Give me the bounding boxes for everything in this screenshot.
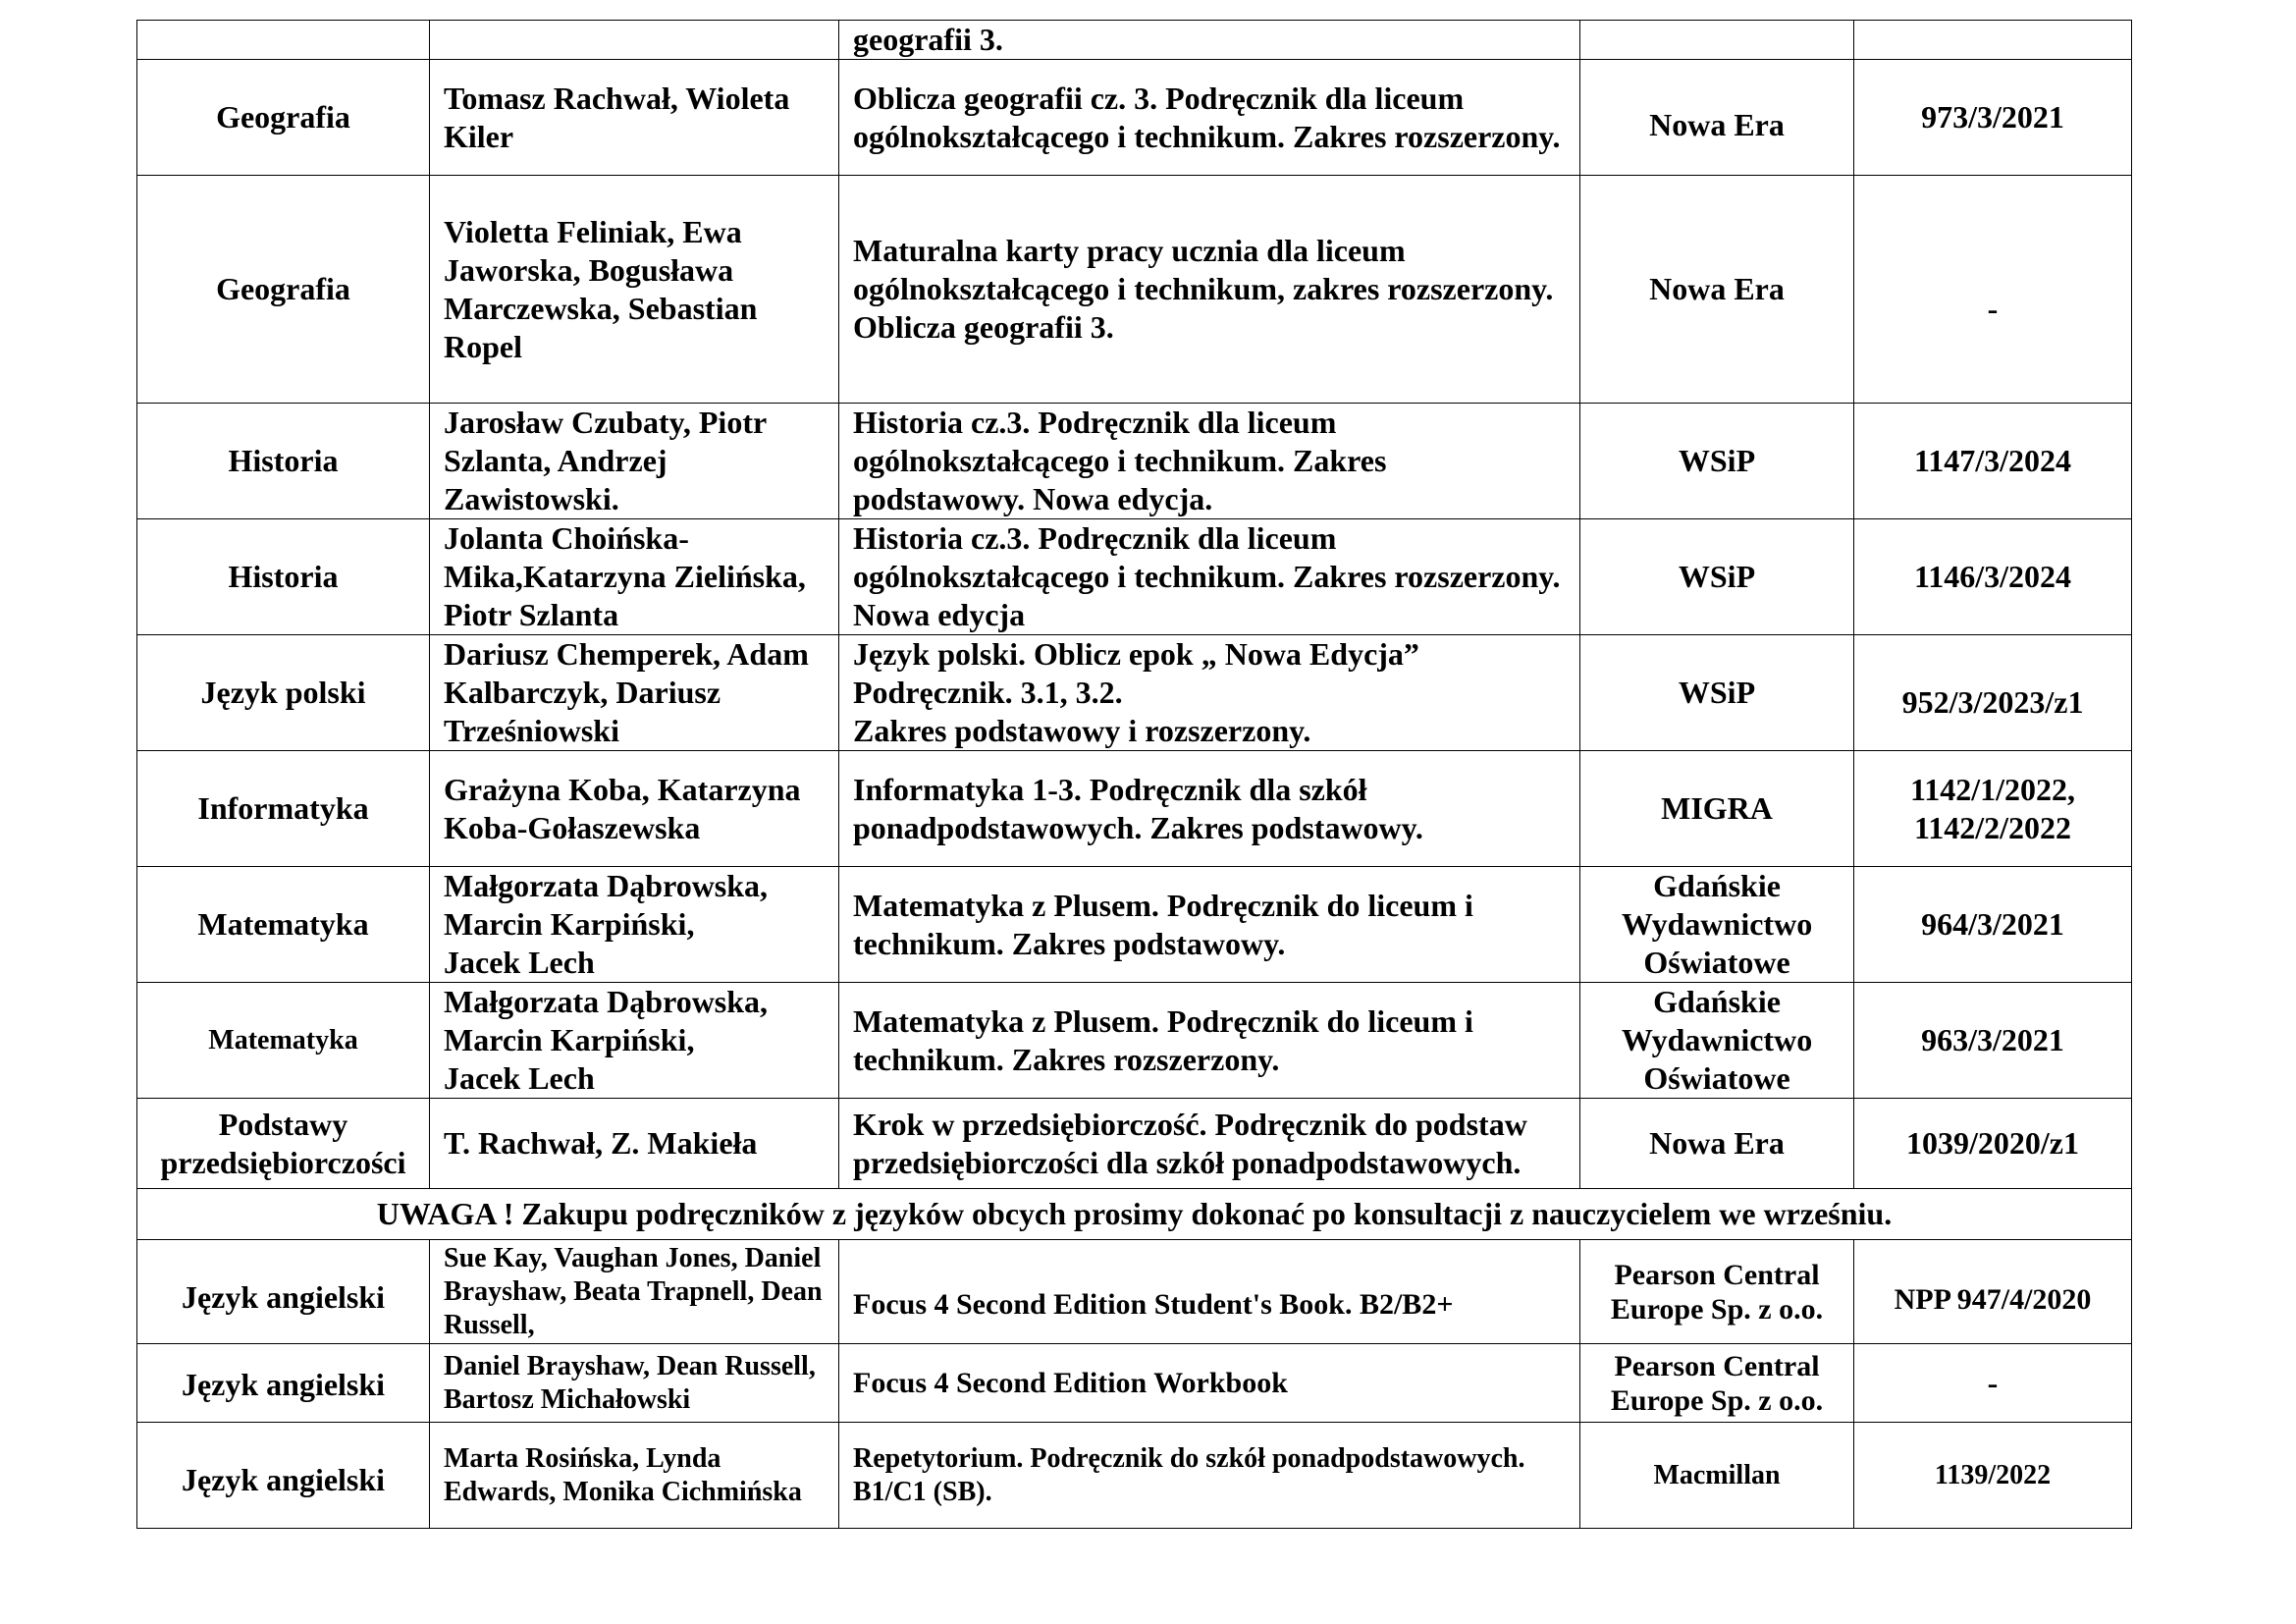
- title-cell: Repetytorium. Podręcznik do szkół ponadpodstawowych. B1/C1 (SB).: [839, 1423, 1580, 1529]
- subject-cell: Matematyka: [137, 983, 430, 1099]
- approval-number-cell: 1139/2022: [1854, 1423, 2132, 1529]
- subject-cell: Historia: [137, 519, 430, 635]
- textbook-table: [136, 20, 2132, 1529]
- authors-cell: Jolanta Choińska-Mika,Katarzyna Zielińska, Piotr Szlanta: [430, 519, 839, 635]
- subject-cell: [137, 21, 430, 60]
- title-cell: Matematyka z Plusem. Podręcznik do liceum i technikum. Zakres podstawowy.: [839, 867, 1580, 983]
- subject-cell: Geografia: [137, 60, 430, 176]
- authors-cell: [430, 21, 839, 60]
- approval-number-cell: [1854, 21, 2132, 60]
- approval-number-cell: NPP 947/4/2020: [1854, 1240, 2132, 1344]
- approval-number-cell: -: [1854, 176, 2132, 404]
- title-cell: Krok w przedsiębiorczość. Podręcznik do podstaw przedsiębiorczości dla szkół ponadpodstawowych.: [839, 1099, 1580, 1189]
- approval-number-cell: 1039/2020/z1: [1854, 1099, 2132, 1189]
- authors-cell: Daniel Brayshaw, Dean Russell, Bartosz Michałowski: [430, 1344, 839, 1423]
- publisher-cell: MIGRA: [1580, 751, 1854, 867]
- subject-cell: Geografia: [137, 176, 430, 404]
- table-row: [137, 983, 2132, 1099]
- table-row: [137, 1099, 2132, 1189]
- approval-number-cell: -: [1854, 1344, 2132, 1423]
- subject-cell: Język polski: [137, 635, 430, 751]
- approval-number-cell: 1146/3/2024: [1854, 519, 2132, 635]
- publisher-cell: Pearson Central Europe Sp. z o.o.: [1580, 1344, 1854, 1423]
- table-row: [137, 1423, 2132, 1529]
- publisher-cell: Pearson Central Europe Sp. z o.o.: [1580, 1240, 1854, 1344]
- table-row: [137, 404, 2132, 519]
- authors-cell: Grażyna Koba, Katarzyna Koba-Gołaszewska: [430, 751, 839, 867]
- authors-cell: Sue Kay, Vaughan Jones, Daniel Brayshaw, Beata Trapnell, Dean Russell,: [430, 1240, 839, 1344]
- notice-text: UWAGA ! Zakupu podręczników z języków obcych prosimy dokonać po konsultacji z nauczycielem we wrześniu.: [137, 1189, 2132, 1240]
- authors-cell: Dariusz Chemperek, Adam Kalbarczyk, Dariusz Trześniowski: [430, 635, 839, 751]
- authors-cell: Małgorzata Dąbrowska, Marcin Karpiński, Jacek Lech: [430, 867, 839, 983]
- publisher-cell: WSiP: [1580, 404, 1854, 519]
- publisher-cell: WSiP: [1580, 635, 1854, 751]
- title-cell: Focus 4 Second Edition Workbook: [839, 1344, 1580, 1423]
- publisher-cell: Gdańskie Wydawnictwo Oświatowe: [1580, 983, 1854, 1099]
- authors-cell: Małgorzata Dąbrowska, Marcin Karpiński, Jacek Lech: [430, 983, 839, 1099]
- authors-cell: Tomasz Rachwał, Wioleta Kiler: [430, 60, 839, 176]
- table-row: [137, 21, 2132, 60]
- publisher-cell: Nowa Era: [1580, 176, 1854, 404]
- approval-number-cell: 963/3/2021: [1854, 983, 2132, 1099]
- table-row: [137, 751, 2132, 867]
- table-row: [137, 519, 2132, 635]
- publisher-cell: Macmillan: [1580, 1423, 1854, 1529]
- title-cell: Język polski. Oblicz epok „ Nowa Edycja” Podręcznik. 3.1, 3.2. Zakres podstawowy i rozszerzony.: [839, 635, 1580, 751]
- table-row: [137, 1240, 2132, 1344]
- title-cell: Informatyka 1-3. Podręcznik dla szkół ponadpodstawowych. Zakres podstawowy.: [839, 751, 1580, 867]
- publisher-cell: [1580, 21, 1854, 60]
- publisher-cell: WSiP: [1580, 519, 1854, 635]
- publisher-cell: Gdańskie Wydawnictwo Oświatowe: [1580, 867, 1854, 983]
- authors-cell: Jarosław Czubaty, Piotr Szlanta, Andrzej Zawistowski.: [430, 404, 839, 519]
- table-row: [137, 176, 2132, 404]
- approval-number-cell: 1147/3/2024: [1854, 404, 2132, 519]
- title-cell: Oblicza geografii cz. 3. Podręcznik dla liceum ogólnokształcącego i technikum. Zakres rozszerzony.: [839, 60, 1580, 176]
- subject-cell: Język angielski: [137, 1423, 430, 1529]
- notice-row: [137, 1189, 2132, 1240]
- title-cell: geografii 3.: [839, 21, 1580, 60]
- subject-cell: Matematyka: [137, 867, 430, 983]
- subject-cell: Informatyka: [137, 751, 430, 867]
- approval-number-cell: 973/3/2021: [1854, 60, 2132, 176]
- table-row: [137, 867, 2132, 983]
- subject-cell: Podstawy przedsiębiorczości: [137, 1099, 430, 1189]
- subject-cell: Język angielski: [137, 1344, 430, 1423]
- table-row: [137, 635, 2132, 751]
- title-cell: Historia cz.3. Podręcznik dla liceum ogólnokształcącego i technikum. Zakres rozszerzony. Nowa edycja: [839, 519, 1580, 635]
- authors-cell: T. Rachwał, Z. Makieła: [430, 1099, 839, 1189]
- table-row: [137, 60, 2132, 176]
- approval-number-cell: 1142/1/2022, 1142/2/2022: [1854, 751, 2132, 867]
- subject-cell: Historia: [137, 404, 430, 519]
- title-cell: Maturalna karty pracy ucznia dla liceum ogólnokształcącego i technikum, zakres rozszerzony. Oblicza geografii 3.: [839, 176, 1580, 404]
- authors-cell: Violetta Feliniak, Ewa Jaworska, Bogusława Marczewska, Sebastian Ropel: [430, 176, 839, 404]
- approval-number-cell: 952/3/2023/z1: [1854, 635, 2132, 751]
- table-row: [137, 1344, 2132, 1423]
- publisher-cell: Nowa Era: [1580, 1099, 1854, 1189]
- title-cell: Historia cz.3. Podręcznik dla liceum ogólnokształcącego i technikum. Zakres podstawowy. Nowa edycja.: [839, 404, 1580, 519]
- title-cell: Matematyka z Plusem. Podręcznik do liceum i technikum. Zakres rozszerzony.: [839, 983, 1580, 1099]
- authors-cell: Marta Rosińska, Lynda Edwards, Monika Cichmińska: [430, 1423, 839, 1529]
- approval-number-cell: 964/3/2021: [1854, 867, 2132, 983]
- publisher-cell: Nowa Era: [1580, 60, 1854, 176]
- title-cell: Focus 4 Second Edition Student's Book. B2/B2+: [839, 1240, 1580, 1344]
- subject-cell: Język angielski: [137, 1240, 430, 1344]
